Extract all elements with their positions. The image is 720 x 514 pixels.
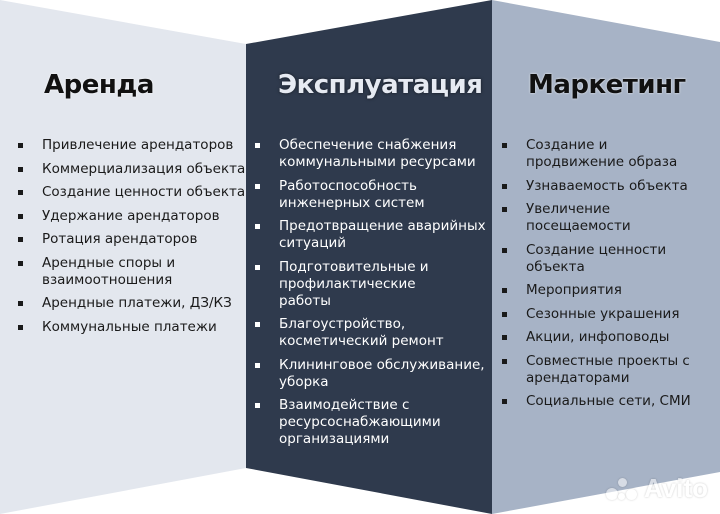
column-title-rent: Аренда — [44, 70, 154, 100]
list-item: Коммерциализация объекта — [16, 161, 248, 178]
list-item: Предотвращение аварийных ситуаций — [253, 218, 489, 252]
list-item: Совместные проекты с арендаторами — [500, 353, 706, 387]
bullet-icon — [255, 224, 260, 229]
list-item: Увеличение посещаемости — [500, 201, 656, 235]
watermark-text: Avito — [643, 473, 708, 503]
bullet-icon — [18, 214, 23, 219]
list-item: Создание и продвижение образа — [500, 137, 686, 171]
list-item: Ротация арендаторов — [16, 231, 248, 248]
bullet-icon — [18, 237, 23, 242]
marketing-items-list — [500, 137, 712, 417]
list-item: Работоспособность инженерных систем — [253, 178, 449, 212]
bullet-icon — [502, 359, 507, 364]
bullet-icon — [502, 143, 507, 148]
bullet-icon — [502, 288, 507, 293]
bullet-icon — [255, 403, 260, 408]
list-item: Арендные споры и взаимоотношения — [16, 255, 202, 289]
list-item: Сезонные украшения — [500, 306, 712, 323]
list-item: Коммунальные платежи — [16, 319, 248, 336]
column-title-operation: Эксплуатация — [278, 70, 483, 100]
bullet-icon — [502, 207, 507, 212]
list-item: Создание ценности объекта — [16, 184, 248, 201]
avito-logo-icon — [604, 476, 640, 502]
list-item: Благоустройство, косметический ремонт — [253, 316, 479, 350]
list-item: Взаимодействие с ресурсоснабжающими организациями — [253, 397, 479, 448]
bullet-icon — [18, 325, 23, 330]
bullet-icon — [255, 184, 260, 189]
list-item: Арендные платежи, ДЗ/КЗ — [16, 295, 248, 312]
list-item: Клининговое обслуживание, уборка — [253, 357, 489, 391]
bullet-icon — [18, 261, 23, 266]
list-item: Создание ценности объекта — [500, 242, 676, 276]
list-item: Подготовительные и профилактические работы — [253, 259, 469, 310]
list-item: Привлечение арендаторов — [16, 137, 248, 154]
list-item: Удержание арендаторов — [16, 208, 248, 225]
bullet-icon — [18, 167, 23, 172]
bullet-icon — [255, 363, 260, 368]
operation-items-list — [253, 137, 489, 455]
bullet-icon — [502, 399, 507, 404]
rent-items-list — [16, 137, 248, 342]
column-title-marketing: Маркетинг — [528, 70, 686, 100]
bullet-icon — [502, 248, 507, 253]
bullet-icon — [502, 184, 507, 189]
bullet-icon — [255, 265, 260, 270]
bullet-icon — [502, 335, 507, 340]
list-item: Узнаваемость объекта — [500, 178, 712, 195]
bullet-icon — [18, 190, 23, 195]
bullet-icon — [255, 143, 260, 148]
bullet-icon — [255, 322, 260, 327]
list-item: Обеспечение снабжения коммунальными ресурсами — [253, 137, 489, 171]
avito-watermark — [604, 473, 708, 504]
list-item: Социальные сети, СМИ — [500, 393, 712, 410]
bullet-icon — [18, 301, 23, 306]
list-item: Мероприятия — [500, 282, 712, 299]
bullet-icon — [18, 143, 23, 148]
list-item: Акции, инфоповоды — [500, 329, 712, 346]
bullet-icon — [502, 312, 507, 317]
